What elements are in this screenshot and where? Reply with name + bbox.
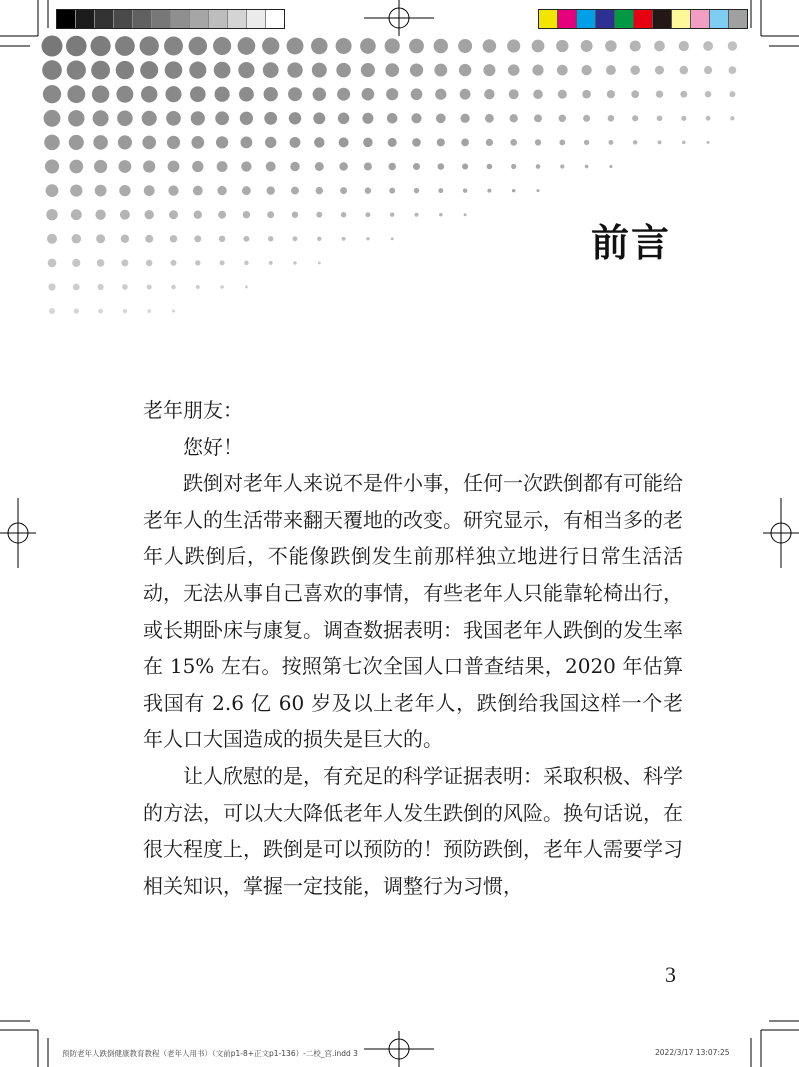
page-title: 前言	[590, 221, 671, 265]
paragraph-1: 您好！	[183, 434, 243, 459]
page-number: 3	[665, 962, 676, 987]
paragraph-2: 跌倒对老年人来说不是件小事，任何一次跌倒都有可能给老年人的生活带来翻天覆地的改变。研究显示，有相当多的老年人跌倒后，不能像跌倒发生前那样独立地进行日常生活活动，无法从事自己喜欢的事情，有些老年人只能靠轮椅出行，或长期卧床与康复。调查数据表明：我国老年人跌倒的发生率在 15% 左右。按照第七次全国人口普查结果，2020 年估算我国有 2.6 亿 60 岁及以上老年人，跌倒给我国这样一个老年人口大国造成的损失是巨大的。	[143, 471, 683, 752]
registration-mark-bottom	[364, 1031, 434, 1067]
registration-mark-left	[0, 498, 36, 568]
footer-file-info: 预防老年人跌倒健康教育教程（老年人用书）（文前p1-8+正文p1-136）-二校_宫.indd 3	[62, 1049, 358, 1058]
paragraph-3: 让人欣慰的是，有充足的科学证据表明：采取积极、科学的方法，可以大大降低老年人发生跌倒的风险。换句话说，在很大程度上，跌倒是可以预防的！预防跌倒，老年人需要学习相关知识，掌握一定技能，调整行为习惯，	[143, 763, 683, 898]
greeting: 老年朋友：	[143, 398, 243, 422]
registration-mark-top	[364, 0, 434, 36]
registration-mark-right	[763, 498, 799, 568]
footer-timestamp: 2022/3/17 13:07:25	[655, 1048, 730, 1057]
body-text	[143, 392, 683, 904]
